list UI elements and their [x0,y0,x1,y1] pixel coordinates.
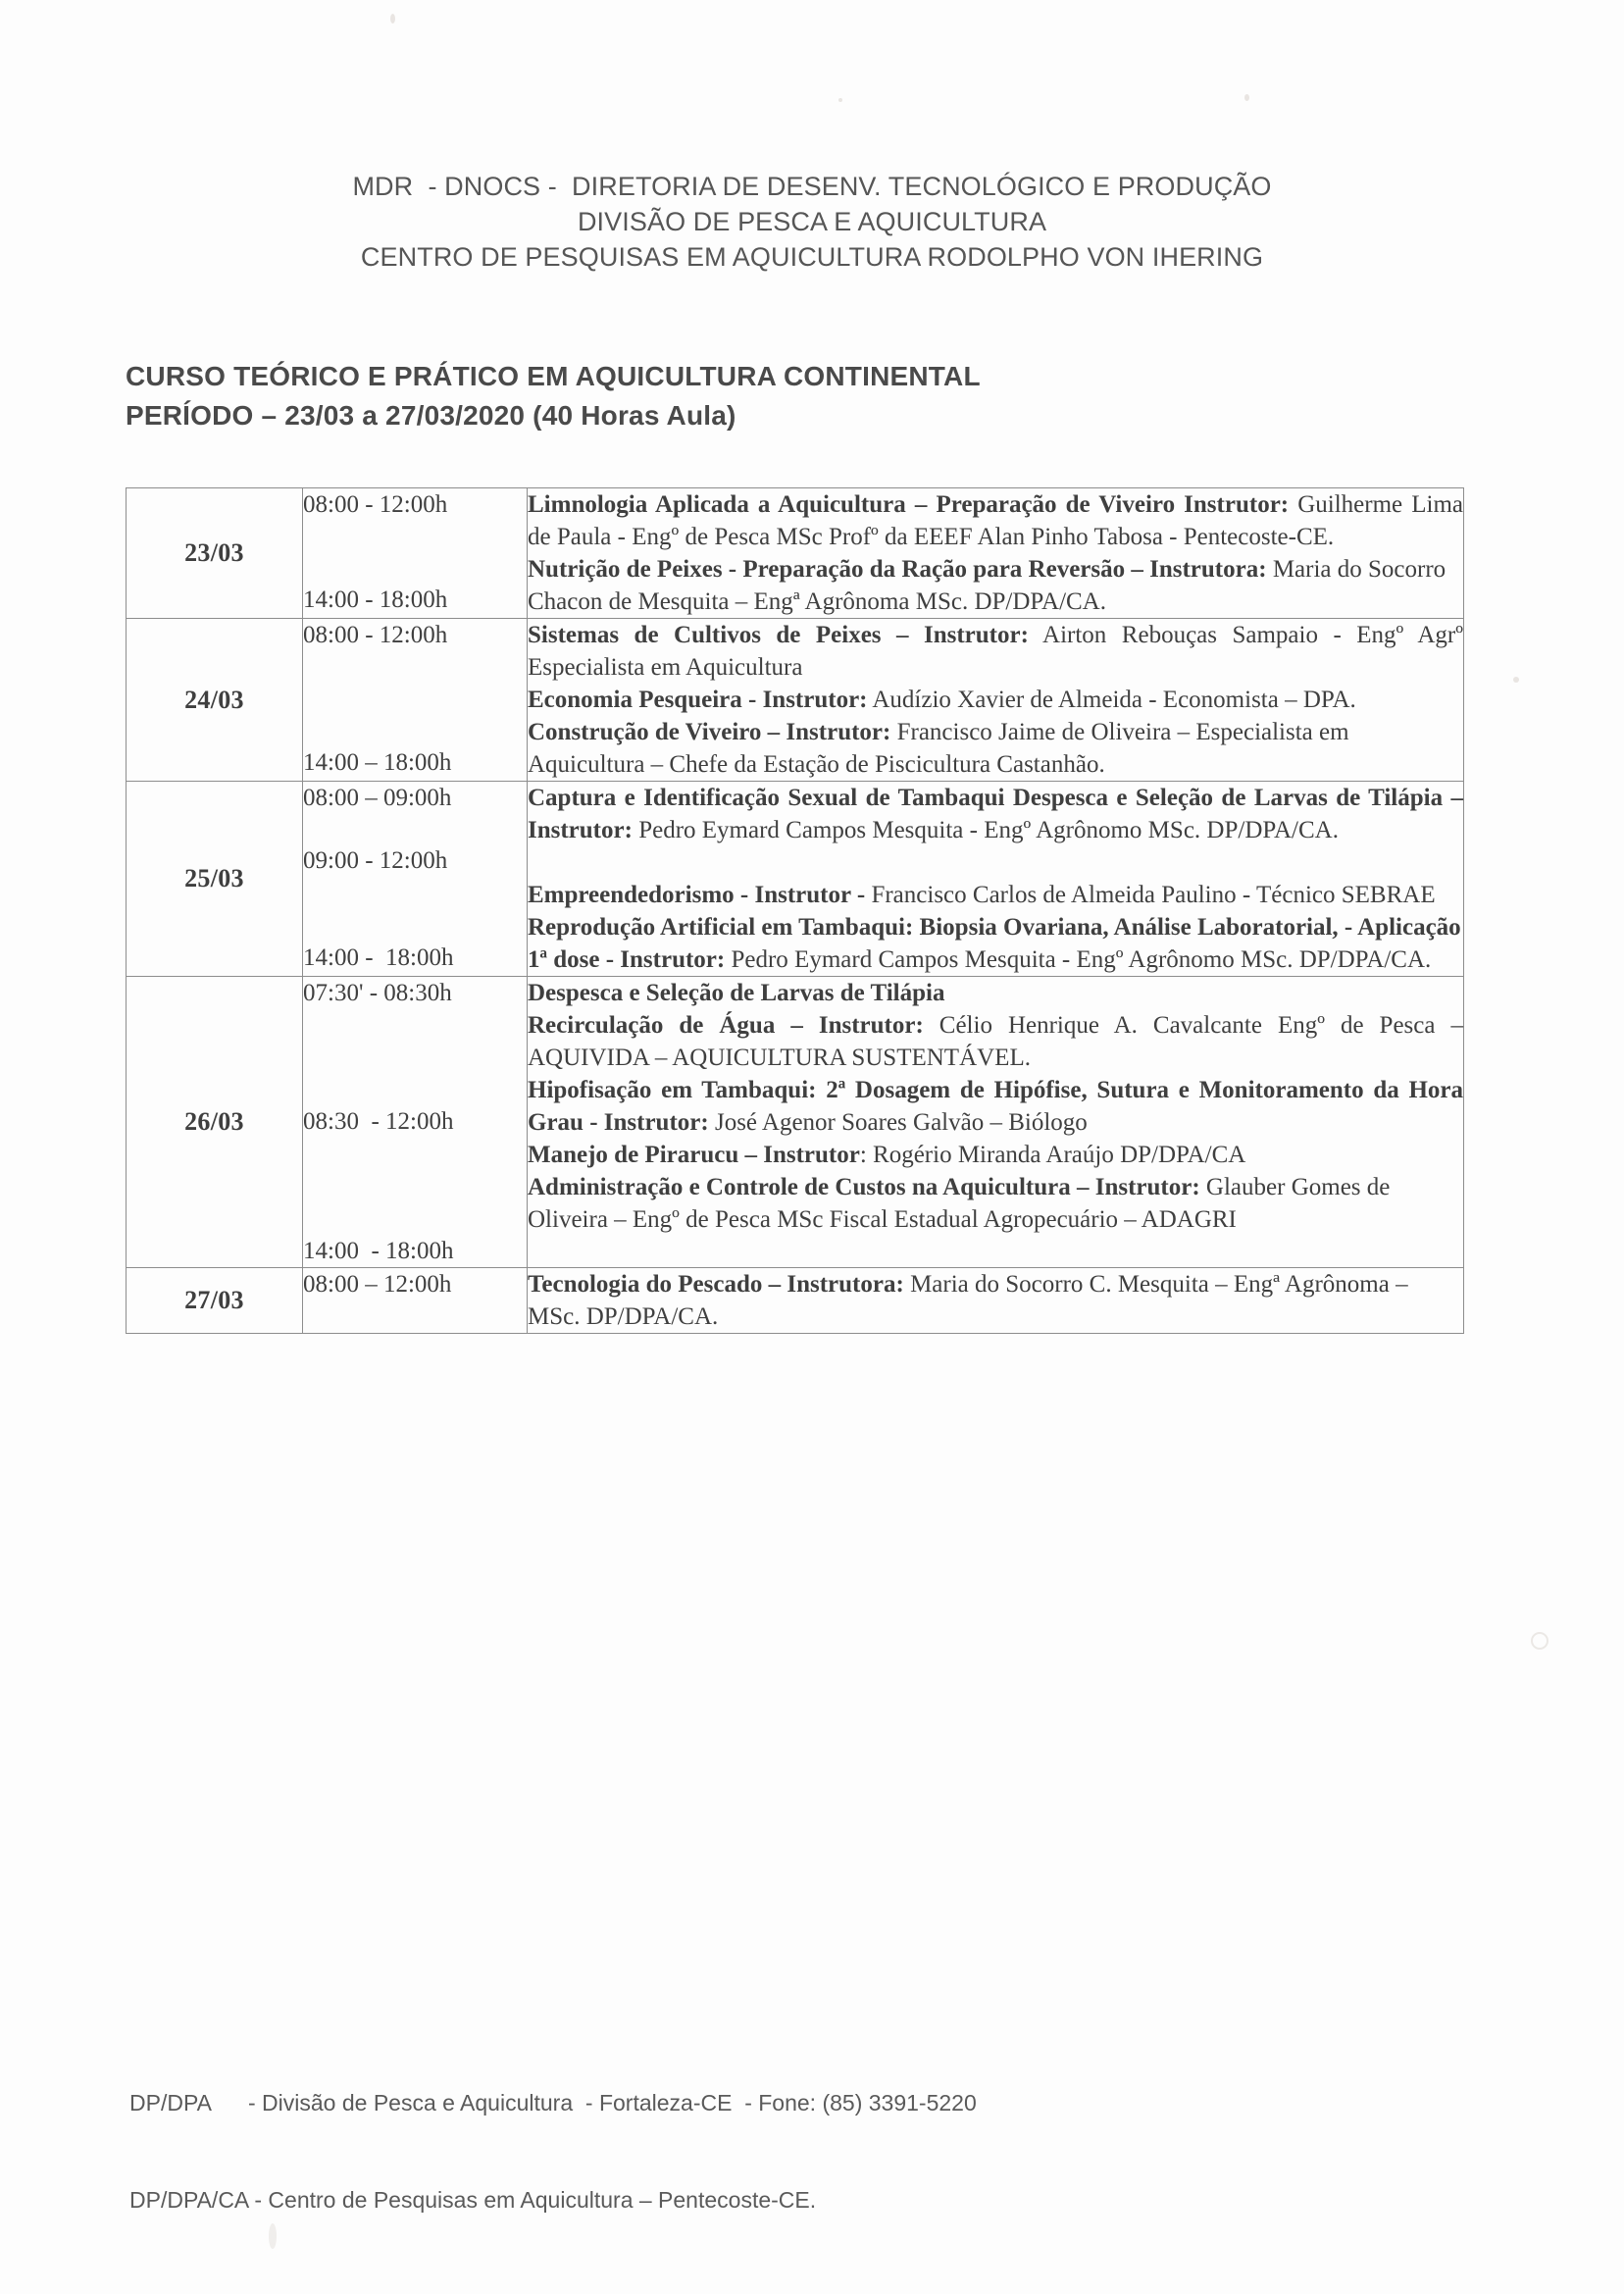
course-entry-title: Manejo de Pirarucu – Instrutor [528,1142,860,1168]
org-header-line-3: CENTRO DE PESQUISAS EM AQUICULTURA RODOLPHO VON IHERING [360,242,1264,272]
course-name: CURSO TEÓRICO E PRÁTICO EM AQUICULTURA CONTINENTAL [126,361,981,391]
scan-speck [1531,1632,1548,1650]
course-entry-title: Administração e Controle de Custos na Aquicultura – Instrutor: [528,1174,1200,1200]
course-entry [528,782,1463,846]
time-slot: 14:00 – 18:00h [303,749,452,776]
course-entry [528,879,1463,911]
schedule-topic-cell [528,619,1464,782]
course-entry [528,1074,1463,1139]
table-row [127,1268,1464,1334]
scan-speck [838,98,842,102]
course-entry-instructor: Maria do Socorro C. Mesquita – Engª Agrônoma – MSc. DP/DPA/CA. [528,1271,1408,1330]
course-entry [528,553,1463,618]
course-period: PERÍODO – 23/03 a 27/03/2020 (40 Horas Aula) [126,400,736,431]
course-entry-instructor: José Agenor Soares Galvão – Biólogo [708,1109,1088,1136]
course-entry-title: Reprodução Artificial em Tambaqui: Biopsia Ovariana, Análise Laboratorial, - Aplicação 1ª dose - Instrutor: [528,914,1461,973]
course-entry-instructor: Francisco Carlos de Almeida Paulino - Técnico SEBRAE [865,882,1436,908]
course-entry [528,716,1463,781]
footer-line-2: DP/DPA/CA - Centro de Pesquisas em Aquicultura – Pentecoste-CE. [129,2187,817,2213]
schedule-table-body [127,488,1464,1334]
course-entry-title: Construção de Viveiro – Instrutor: [528,719,891,745]
time-slot: 14:00 - 18:00h [303,586,448,613]
time-slot: 08:00 – 09:00h [303,785,452,811]
schedule-date-cell: 23/03 [127,488,303,619]
schedule-time-cell [303,1268,528,1334]
course-entry [528,619,1463,684]
org-header-line-1: MDR - DNOCS - DIRETORIA DE DESENV. TECNOLÓGICO E PRODUÇÃO [352,172,1272,201]
time-slot: 09:00 - 12:00h [303,847,448,874]
scan-speck [1513,677,1519,683]
course-entry-instructor: Maria do Socorro Chacon de Mesquita – Engª Agrônoma MSc. DP/DPA/CA. [528,556,1446,615]
course-entry-title: Despesca e Seleção de Larvas de Tilápia [528,980,945,1006]
course-entry-title: Recirculação de Água – Instrutor: [528,1012,924,1039]
course-entry [528,684,1463,716]
schedule-date-cell: 26/03 [127,977,303,1268]
course-entry-instructor: : Rogério Miranda Araújo DP/DPA/CA [859,1142,1246,1168]
course-entry-instructor: Glauber Gomes de Oliveira – Engº de Pesca MSc Fiscal Estadual Agropecuário – ADAGRI [528,1174,1391,1233]
table-row [127,977,1464,1268]
schedule-time-cell [303,488,528,619]
paragraph-spacer [528,846,1463,879]
scan-speck [1244,94,1249,101]
table-row [127,488,1464,619]
course-entry-instructor: Audízio Xavier de Almeida - Economista – DPA. [867,687,1356,713]
schedule-topic-cell [528,1268,1464,1334]
course-entry-instructor: Guilherme Lima de Paula - Engº de Pesca MSc Profº da EEEF Alan Pinho Tabosa - Pentecoste-CE. [528,491,1463,550]
course-entry-title: Economia Pesqueira - Instrutor: [528,687,868,713]
course-entry-title: Nutrição de Peixes - Preparação da Ração para Reversão – Instrutora: [528,556,1267,583]
schedule-time-cell [303,977,528,1268]
course-entry-instructor: Célio Henrique A. Cavalcante Engº de Pesca – AQUIVIDA – AQUICULTURA SUSTENTÁVEL. [528,1012,1463,1071]
course-entry-instructor: Francisco Jaime de Oliveira – Especialista em Aquicultura – Chefe da Estação de Piscicultura Castanhão. [528,719,1349,778]
course-entry-title: Captura e Identificação Sexual de Tambaqui Despesca e Seleção de Larvas de Tilápia – Instrutor: [528,785,1463,843]
course-entry-instructor: Airton Rebouças Sampaio - Engº Agrº Especialista em Aquicultura [528,622,1464,681]
time-slot: 08:00 - 12:00h [303,491,448,518]
table-row [127,782,1464,977]
organization-header [0,169,1624,275]
page-title [126,357,1498,435]
schedule-topic-cell [528,782,1464,977]
course-entry-title: Limnologia Aplicada a Aquicultura – Preparação de Viveiro Instrutor: [528,491,1290,518]
document-footer [129,2022,1404,2281]
course-entry [528,1009,1463,1074]
schedule-date-cell: 24/03 [127,619,303,782]
org-header-line-2: DIVISÃO DE PESCA E AQUICULTURA [577,207,1047,236]
time-slot: 14:00 - 18:00h [303,944,454,971]
course-entry [528,1139,1463,1171]
schedule-date-cell: 27/03 [127,1268,303,1334]
schedule-table [126,487,1464,1334]
course-entry [528,1171,1463,1236]
schedule-topic-cell [528,977,1464,1268]
time-slot: 08:00 – 12:00h [303,1271,452,1298]
course-entry-instructor: Pedro Eymard Campos Mesquita - Engº Agrônomo MSc. DP/DPA/CA. [725,946,1432,973]
course-entry [528,1268,1463,1333]
course-entry-title: Empreendedorismo - Instrutor - [528,882,866,908]
time-slot: 07:30' - 08:30h [303,980,452,1006]
course-entry [528,911,1463,976]
time-slot: 08:00 - 12:00h [303,622,448,648]
table-row [127,619,1464,782]
course-entry-title: Tecnologia do Pescado – Instrutora: [528,1271,904,1298]
course-entry [528,977,1463,1009]
course-entry-title: Hipofisação em Tambaqui: 2ª Dosagem de Hipófise, Sutura e Monitoramento da Hora Grau - Instrutor: [528,1077,1463,1136]
footer-line-1: DP/DPA - Divisão de Pesca e Aquicultura - Fortaleza-CE - Fone: (85) 3391-5220 [129,2090,977,2116]
scan-speck [390,14,395,24]
schedule-date-cell: 25/03 [127,782,303,977]
schedule-time-cell [303,782,528,977]
time-slot: 08:30 - 12:00h [303,1108,454,1135]
time-slot: 14:00 - 18:00h [303,1238,454,1264]
schedule-time-cell [303,619,528,782]
course-entry [528,488,1463,553]
course-entry-title: Sistemas de Cultivos de Peixes – Instrutor: [528,622,1029,648]
schedule-topic-cell [528,488,1464,619]
course-entry-instructor: Pedro Eymard Campos Mesquita - Engº Agrônomo MSc. DP/DPA/CA. [632,817,1339,843]
